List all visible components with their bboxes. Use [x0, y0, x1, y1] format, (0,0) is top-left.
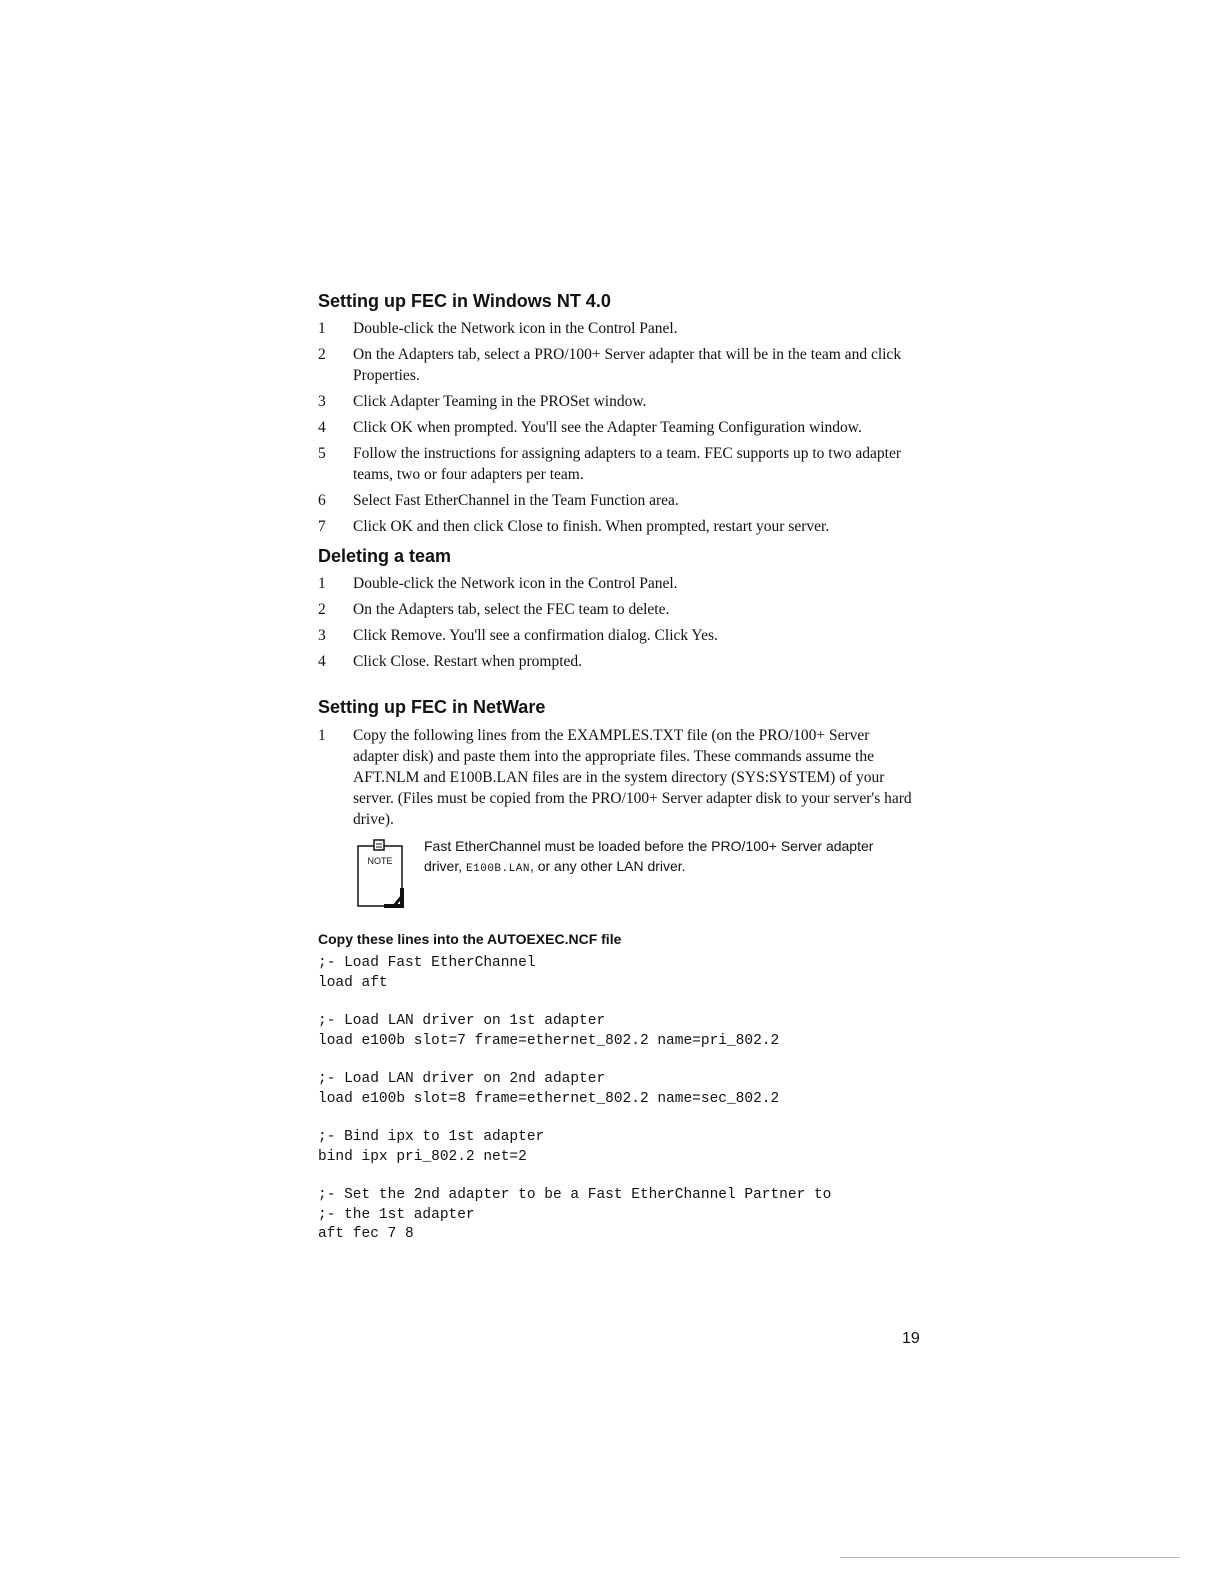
code-line: aft fec 7 8: [318, 1226, 414, 1242]
note-text-before: Fast EtherChannel must be loaded before the PRO/100+ Server adapter driver,: [424, 838, 874, 874]
code-group: [318, 954, 918, 993]
step-number: 3: [318, 627, 326, 644]
step-text: On the Adapters tab, select the FEC team to delete.: [353, 601, 670, 618]
steps-deleting-team: [318, 573, 918, 672]
step-text: Click Adapter Teaming in the PROSet window.: [353, 393, 647, 410]
code-heading: Copy these lines into the AUTOEXEC.NCF file: [318, 931, 622, 947]
steps-setup-netware: [318, 725, 918, 830]
step-text: Double-click the Network icon in the Control Panel.: [353, 320, 678, 337]
step-number: 4: [318, 653, 326, 670]
step-text: On the Adapters tab, select a PRO/100+ Server adapter that will be in the team and click Properties.: [353, 346, 902, 384]
step-item: [318, 318, 918, 339]
code-line: bind ipx pri_802.2 net=2: [318, 1148, 527, 1165]
step-text: Click Close. Restart when prompted.: [353, 653, 583, 670]
step-item: [318, 391, 918, 412]
code-line: ;- Load Fast EtherChannel: [318, 955, 536, 971]
step-item: [318, 490, 918, 511]
note-icon: [354, 838, 410, 912]
code-line: ;- Bind ipx to 1st adapter: [318, 1129, 545, 1145]
step-number: 1: [318, 575, 326, 592]
step-text: Copy the following lines from the EXAMPLES.TXT file (on the PRO/100+ Server adapter disk) and paste them into the appropriate files. These commands assume the AFT.NLM and E100B.LAN files are in the system directory (SYS:SYSTEM) of your server. (Files must be copied from the PRO/100+ Server adapter disk to your server's hard drive).: [353, 727, 912, 828]
code-group: [318, 1186, 918, 1245]
step-item: [318, 651, 918, 672]
step-item: [318, 417, 918, 438]
note-driver-name: E100B.LAN: [466, 863, 530, 875]
step-number: 2: [318, 346, 326, 363]
step-text: Click OK when prompted. You'll see the Adapter Teaming Configuration window.: [353, 419, 862, 436]
code-line: ;- Load LAN driver on 2nd adapter: [318, 1071, 606, 1087]
heading-setup-netware: Setting up FEC in NetWare: [318, 697, 546, 717]
step-item: [318, 443, 918, 485]
page-number: 19: [902, 1330, 920, 1347]
step-item: [318, 625, 918, 646]
step-number: 1: [318, 320, 326, 337]
step-number: 1: [318, 727, 326, 744]
step-number: 4: [318, 419, 326, 436]
step-text: Click Remove. You'll see a confirmation dialog. Click Yes.: [353, 627, 718, 644]
step-number: 6: [318, 492, 326, 509]
manual-page: [318, 290, 918, 1264]
code-line: load e100b slot=7 frame=ethernet_802.2 name=pri_802.2: [318, 1032, 780, 1049]
heading-deleting-team: Deleting a team: [318, 546, 452, 566]
step-item: [318, 725, 918, 830]
step-number: 3: [318, 393, 326, 410]
code-line: load e100b slot=8 frame=ethernet_802.2 name=sec_802.2: [318, 1090, 780, 1107]
code-group: [318, 1128, 918, 1167]
code-line: ;- Load LAN driver on 1st adapter: [318, 1013, 606, 1029]
step-text: Click OK and then click Close to finish. When prompted, restart your server.: [353, 518, 830, 535]
note-text-after: , or any other LAN driver.: [529, 858, 686, 874]
scan-artifact-line: [840, 1557, 1180, 1558]
step-item: [318, 599, 918, 620]
code-line: ;- the 1st adapter: [318, 1206, 475, 1223]
code-group: [318, 1012, 918, 1051]
note-icon-label: NOTE: [367, 856, 393, 866]
step-text: Select Fast EtherChannel in the Team Function area.: [353, 492, 679, 509]
step-item: [318, 573, 918, 594]
step-text: Double-click the Network icon in the Control Panel.: [353, 575, 678, 592]
code-line: load aft: [318, 974, 388, 991]
step-text: Follow the instructions for assigning adapters to a team. FEC supports up to two adapter teams, two or four adapters per team.: [353, 445, 902, 483]
steps-setup-nt: [318, 318, 918, 537]
step-item: [318, 344, 918, 386]
code-listing: [318, 954, 918, 1245]
step-item: [318, 516, 918, 537]
code-group: [318, 1070, 918, 1109]
note-callout: [354, 836, 918, 916]
step-number: 5: [318, 445, 326, 462]
step-number: 2: [318, 601, 326, 618]
code-line: ;- Set the 2nd adapter to be a Fast EtherChannel Partner to: [318, 1187, 832, 1203]
heading-setup-nt: Setting up FEC in Windows NT 4.0: [318, 291, 611, 311]
note-text: [424, 836, 904, 879]
step-number: 7: [318, 518, 326, 535]
